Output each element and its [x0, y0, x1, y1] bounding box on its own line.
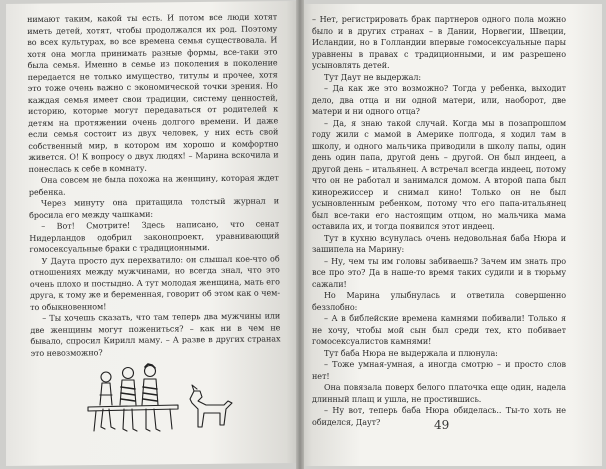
sketch-three-children-on-bench-with-dog — [86, 343, 236, 443]
child-head — [101, 372, 111, 382]
child-head — [123, 368, 134, 379]
paragraph: – Тоже умная-умная, а иногда смотрю – и просто слов нет! — [312, 360, 566, 381]
paragraph: – Вот! Смотрите! Здесь написано, что сенат Нидерландов одобрил законопроект, уравнивающий гомосексуальные браки с традиционными. — [29, 219, 280, 254]
paragraph: нимают таким, какой ты есть. И потом все люди хотят иметь детей, хотят, чтобы продолжался их род. Поэтому во всех культурах, во все времена семья существовала. И хотя она могла принимать разные формы, все-таки это была семья. Именно в семье из поколения в поколение передается не только имущество, титулы и прочее, хотя это тоже очень важно с экономической точки зрения. Но каждая семья имеет свои традиции, систему ценностей, историю, которые могут передаваться от родителей к детям на протяжении очень долгого времени. И даже если семья состоит из двух человек, у них есть свой собственный мир, в котором им хорошо и комфортно живется. О! К вопросу о двух людях! – Марина вскочила и понеслась к себе в комнату. — [27, 12, 279, 174]
paragraph: – Ты хочешь сказать, что там теперь два мужчины или две женщины могут пожениться? – как ни в чем не бывало, спросил Кирилл маму. – А разве в других странах это невозможно? — [30, 311, 281, 358]
dog — [190, 391, 232, 427]
paragraph: – Да как же это возможно? Тогда у ребенка, выходит дело, два отца и ни одной матери, или, наоборот, две матери и ни одного отца? — [312, 84, 566, 116]
paragraph: У Даута просто дух перехватило: он слышал кое-что об отношениях между мужчинами, но всегда знал, что это очень плохо и постыдно. А тут молодая женщина, мать его друга, к тому же и беременная, говорит об этом как о чем-то обыкновенном! — [29, 253, 280, 312]
bench-seat — [88, 405, 178, 411]
left-page-text — [27, 11, 281, 359]
paragraph: – А в библейские времена камнями побивали! Только я не хочу, чтобы мой сын был среди тех, кто побивает гомосексуалистов камнями! — [312, 314, 566, 346]
right-page-text — [312, 14, 566, 428]
paragraph: Через минуту она притащила толстый журнал и бросила его между чашками: — [29, 196, 280, 220]
page-number: 49 — [434, 418, 450, 432]
paragraph: Тут баба Нюра не выдержала и плюнула: — [324, 348, 498, 358]
paragraph: Она повязала поверх белого платочка еще один, надела длинный плащ и ушла, не простившись. — [312, 383, 566, 404]
paragraph: Но Марина улыбнулась и ответила совершенно беззлобно: — [312, 291, 566, 312]
paragraph: Она совсем не была похожа на женщину, которая ждет ребенка. — [28, 173, 279, 197]
paragraph: – Ну вот, теперь баба Нюра обиделась.. Ты-то хоть не обиделся, Даут? — [312, 406, 566, 427]
paragraph: – Ну, чем ты им головы забиваешь? Зачем им знать про все про это? Да в наше-то время таких судили и в тюрьму сажали! — [312, 256, 566, 289]
paragraph: – Нет, регистрировать брак партнеров одного пола можно было и в других странах – в Дании, Норвегии, Швеции, Исландии, но в Голландии впервые гомосексуальные пары уравнены в правах с традиционными, и им разрешено усыновлять детей. — [312, 15, 566, 70]
paragraph: Тут Даут не выдержал: — [324, 72, 422, 82]
book-gutter — [296, 0, 304, 469]
paragraph: Тут в кухню всунулась очень недовольная баба Нюра и зашипела на Марину: — [312, 233, 566, 254]
child-body — [100, 383, 112, 405]
paragraph: – Да, я знаю такой случай. Когда мы в позапрошлом году жили с мамой в Америке полгода, я ходил там в школу, и одного мальчика приводили в школу папы, один день один папа, другой день – другой. Он был индеец, а другой день – итальянец. А встречал всегда индеец, потому что он не работал и занимался домом. А второй папа был кинорежиссер и снимал кино! Только он не был усыновленным ребенком, потому что его папа-итальянец был все-таки его настоящим отцом, но мальчика мама оставила их, и тогда появился этот индеец. — [312, 118, 566, 231]
